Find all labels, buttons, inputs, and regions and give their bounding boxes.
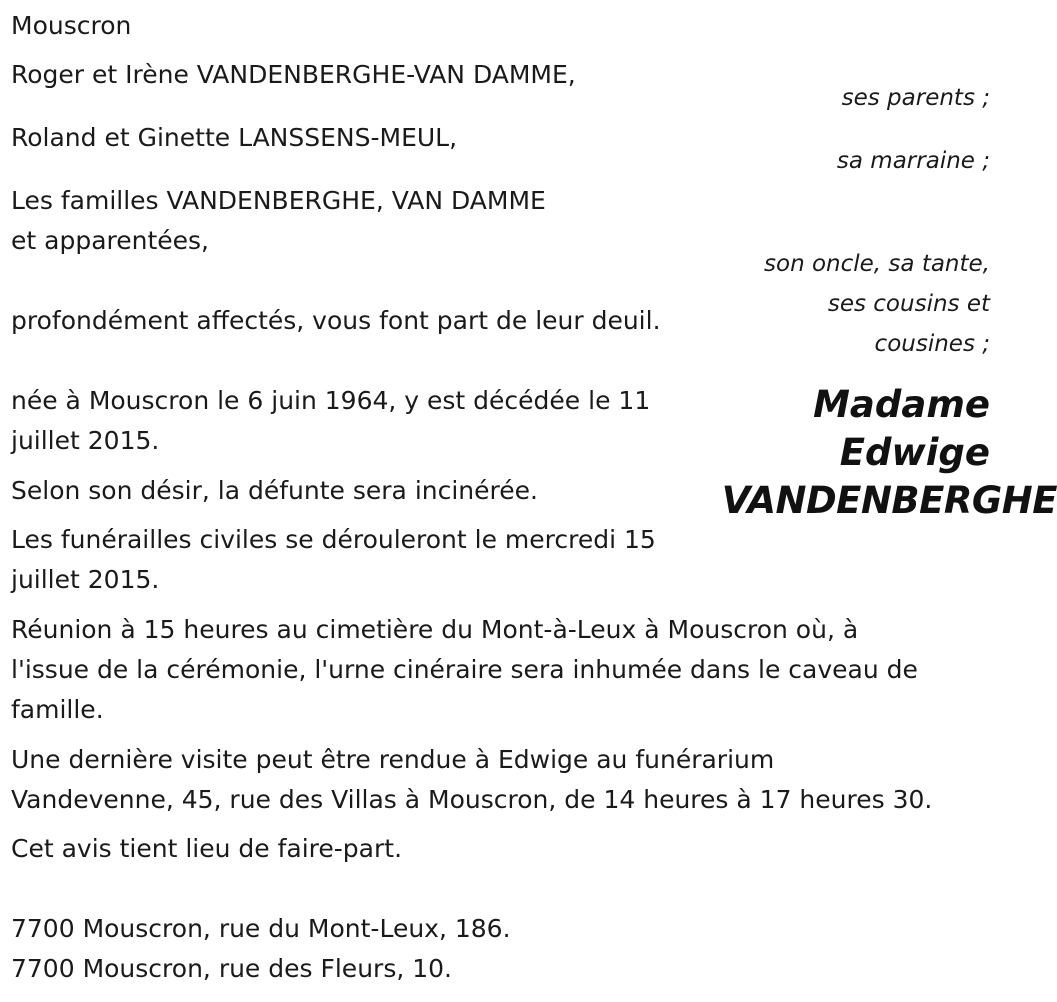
mourning-line: profondément affectés, vous font part de leur deuil. (11, 306, 661, 335)
relatives-role-line-3: cousines ; (874, 331, 990, 357)
parents-role: ses parents ; (841, 85, 990, 111)
visit-line-1: Une dernière visite peut être rendue à Edwige au funérarium (11, 745, 775, 774)
birth-line-1: née à Mouscron le 6 juin 1964, y est décédée le 11 (11, 386, 651, 415)
deceased-last-name: VANDENBERGHE (721, 479, 1057, 522)
families-line-1: Les familles VANDENBERGHE, VAN DAMME (11, 186, 546, 215)
funeral-line-1: Les funérailles civiles se dérouleront le mercredi 15 (11, 525, 656, 554)
meeting-line-2: l'issue de la cérémonie, l'urne cinéraire sera inhumée dans le caveau de (11, 655, 918, 684)
parents-names: Roger et Irène VANDENBERGHE-VAN DAMME, (11, 60, 576, 89)
address-line-1: 7700 Mouscron, rue du Mont-Leux, 186. (11, 914, 511, 943)
visit-line-2: Vandevenne, 45, rue des Villas à Mouscron, de 14 heures à 17 heures 30. (11, 785, 933, 814)
deceased-first-name: Edwige (839, 431, 990, 474)
address-line-2: 7700 Mouscron, rue des Fleurs, 10. (11, 954, 452, 983)
relatives-role-line-1: son oncle, sa tante, (764, 251, 990, 277)
funeral-line-2: juillet 2015. (11, 565, 160, 594)
cremation-line: Selon son désir, la défunte sera incinérée. (11, 476, 538, 505)
meeting-line-1: Réunion à 15 heures au cimetière du Mont-à-Leux à Mouscron où, à (11, 615, 859, 644)
relatives-role-line-2: ses cousins et (827, 291, 990, 317)
families-line-2: et apparentées, (11, 226, 209, 255)
notice-line: Cet avis tient lieu de faire-part. (11, 834, 403, 863)
meeting-line-3: famille. (11, 695, 104, 724)
deceased-title: Madame (813, 383, 990, 426)
deceased-name (721, 381, 1057, 525)
location-heading: Mouscron (11, 11, 132, 40)
godmother-names: Roland et Ginette LANSSENS-MEUL, (11, 123, 458, 152)
godmother-role: sa marraine ; (836, 148, 990, 174)
birth-line-2: juillet 2015. (11, 426, 160, 455)
